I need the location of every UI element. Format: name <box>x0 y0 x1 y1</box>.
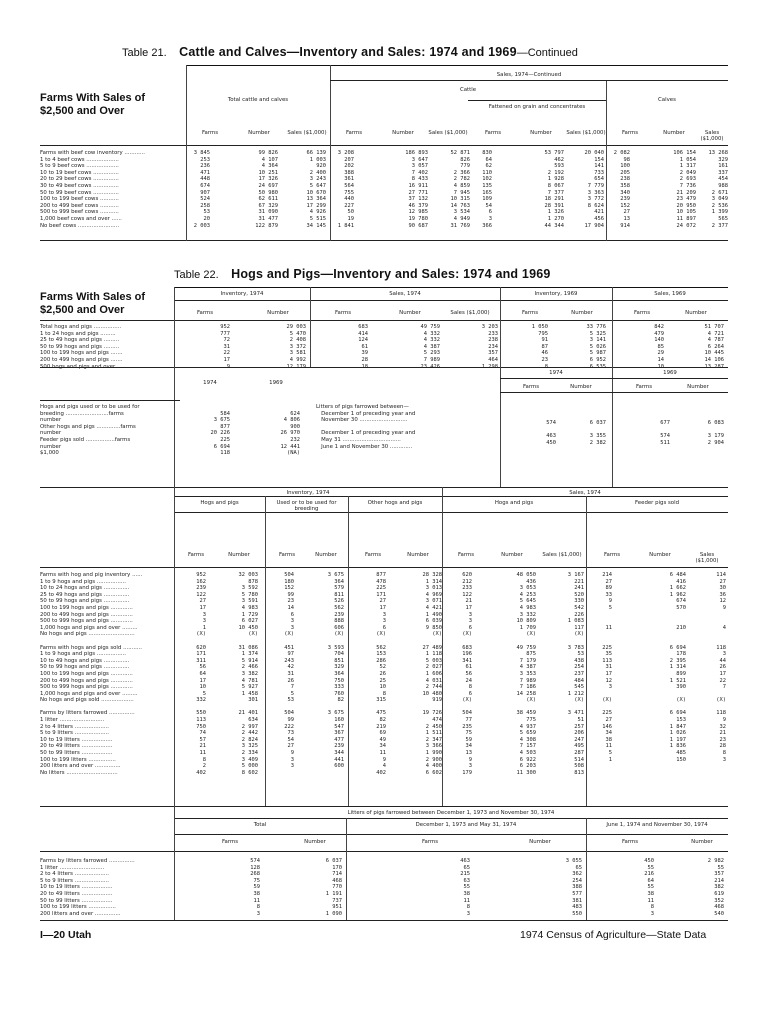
t22-b3-subheader-10: Number <box>649 552 671 558</box>
t22-b4-title: Litters of pigs farrowed between December 1, 1973 and November 30, 1974 <box>347 810 555 816</box>
t22-b4-subheader-1: Number <box>304 839 326 845</box>
t22-b3-subheader-11: Sales ($1,000) <box>695 552 719 564</box>
t21-sales-header: Sales, 1974—Continued <box>496 72 562 78</box>
t22-b3-subheader-5: Number <box>407 552 429 558</box>
t22-b1-header-0: Inventory, 1974 <box>220 291 264 297</box>
t22-b2-header-1969-r: 1969 <box>663 370 677 376</box>
table-21-number: Table 21. <box>122 47 167 59</box>
t21-col-header-11: Sales ($1,000) <box>700 130 724 142</box>
t22-b1-subheader-5: Farms <box>521 310 539 316</box>
t22-b3-data-column-7: 48 050 436 3 053 4 253 5 645 4 983 3 332 10 809 1 709 (X) 49 759 875 7 179 4 387 3 353 7 989 7 186 14 258 (X) 38 459 775 4 937 5 659 4 308 7 157 4 503 6 922 6 203 11 300 <box>516 572 536 776</box>
t21-fattened-header: Fattened on grain and concentrates <box>488 104 586 110</box>
t22-b2-sub-1: Number <box>570 384 592 390</box>
t21-data-column-0: 3 845 253 236 471 448 674 907 524 258 53 20 2 003 <box>193 150 210 229</box>
t22-b3-group-header-0: Hogs and pigs <box>200 500 239 506</box>
t22-b4-data-column-3: 3 055 65 362 254 388 577 381 483 550 <box>565 858 582 917</box>
t22-b4-subheader-0: Farms <box>221 839 239 845</box>
t22-b1-header-2: Inventory, 1969 <box>534 291 578 297</box>
t22-b2-sub-0: Farms <box>522 384 540 390</box>
t21-data-column-10: 106 154 1 054 1 317 2 049 2 693 7 736 21 209 23 479 20 950 10 105 11 897 24 072 <box>673 150 696 229</box>
t22-b4-data-column-5: 2 982 55 357 214 382 619 352 468 540 <box>707 858 724 917</box>
t22-b3-subheader-3: Number <box>315 552 337 558</box>
t22-b4-data-column-0: 574 128 268 75 59 38 11 8 3 <box>250 858 260 917</box>
t21-calves-header: Calves <box>658 97 676 103</box>
t22-b1-subheader-8: Number <box>685 310 707 316</box>
t22-b2-row-labels: Hogs and pigs used or to be used for breeding .........................farms number Other hogs and pigs ..............farms number Feeder pigs sold .................farms number $1,000 <box>40 404 140 457</box>
t22-b3-data-column-6: 620 212 233 122 21 17 3 3 6 (X) 683 196 341 61 56 24 8 6 (X) 504 77 235 75 59 34 13 9 3 179 <box>462 572 472 776</box>
t22-b3-subheader-0: Farms <box>187 552 205 558</box>
t22-b2-header-1974: 1974 <box>203 380 217 386</box>
t21-data-column-8: 20 040 154 141 733 654 7 779 3 363 3 772 8 624 421 456 17 904 <box>584 150 604 229</box>
t22-b3-data-column-3: 3 675 364 579 811 526 562 239 888 606 (X) 3 593 704 851 329 364 750 333 760 82 3 675 160 547 367 477 239 344 441 600 <box>327 572 344 770</box>
t22-b3-group-header-2: Other hogs and pigs <box>367 500 423 506</box>
t22-b2-sub-2: Farms <box>635 384 653 390</box>
t21-col-header-4: Number <box>392 130 414 136</box>
t22-b1-subheader-3: Number <box>399 310 421 316</box>
t22-b1-data-column-4: 3 203 233 238 234 357 464 1 298 <box>481 324 498 370</box>
t22-b3-data-column-0: 952 162 239 122 27 17 3 3 1 (X) 620 171 311 56 64 17 10 5 332 550 113 750 74 57 21 11 8 2 402 <box>196 572 206 776</box>
t21-col-header-6: Farms <box>484 130 502 136</box>
t22-b2-litters-column-2: 677 574 511 <box>660 420 670 446</box>
table-22-number: Table 22. <box>174 269 219 281</box>
t22-b3-data-column-4: 877 478 225 171 27 17 3 3 6 (X) 562 153 286 52 26 25 10 8 315 475 82 219 69 49 34 11 9 4 402 <box>376 572 386 776</box>
t21-data-column-1: 99 826 4 107 4 364 10 251 17 326 24 697 50 980 62 611 67 329 31 090 31 477 122 879 <box>255 150 278 229</box>
t21-col-header-5: Sales ($1,000) <box>428 130 468 136</box>
t22-b4-row-labels: Farms by litters farrowed ............... 1 litter .......................... 2 to 4 litters .................... 5 to 9 litters .................... 10 to 19 litters .................. 20 to 49 litters .................. 50 to 99 litters .................. 100 to 199 litters ................ 200 litters and over ............... <box>40 858 135 917</box>
t21-data-column-4: 186 893 3 647 3 057 7 402 8 433 16 911 27 771 37 132 46 379 12 985 19 780 90 687 <box>405 150 428 229</box>
t22-b4-header-0: Total <box>253 822 267 828</box>
t22-b3-data-column-11: 114 27 30 36 12 9 4 118 3 44 26 17 22 7 (X) 118 9 32 21 23 28 8 3 <box>716 572 726 763</box>
t21-col-header-7: Number <box>530 130 552 136</box>
t21-row-labels: Farms with beef cow inventory ............ 1 to 4 beef cows ................... 5 to 9 beef cows ................... 10 to 19 beef cows ............... 20 to 29 beef cows ............... 30 to 49 beef cows ............... 50 to 99 beef cows ............... 100 to 199 beef cows ........... 200 to 499 beef cows ........... 500 to 999 beef cows ........... 1,000 beef cows and over ...... No beef cows ........................ <box>40 150 145 229</box>
t22-b3-subheader-1: Number <box>228 552 250 558</box>
t22-b4-subheader-2: Farms <box>421 839 439 845</box>
t22-b3-data-column-9: 214 27 89 33 9 5 11 225 35 113 31 17 12 3 (X) 225 27 146 34 38 11 5 1 <box>602 572 612 763</box>
t21-data-column-6: 830 64 62 110 102 135 165 109 54 6 3 366 <box>482 150 492 229</box>
t22-b1-data-column-8: 51 707 4 721 4 787 6 264 10 445 14 106 13 287 <box>704 324 724 370</box>
t21-col-header-10: Number <box>663 130 685 136</box>
t22-b3-data-column-10: 6 484 416 1 662 1 962 674 570 210 6 694 178 2 395 1 314 899 1 521 390 (X) 6 694 153 1 847 1 026 1 197 1 836 485 150 <box>669 572 686 763</box>
t22-b1-data-column-5: 1 050 795 91 87 46 23 8 <box>531 324 548 370</box>
t22-b1-header-1: Sales, 1974 <box>389 291 421 297</box>
t22-b4-data-column-4: 450 55 216 64 55 38 11 8 3 <box>644 858 654 917</box>
t22-b1-data-column-1: 29 003 5 470 2 408 3 372 3 581 4 992 12 179 <box>286 324 306 370</box>
t21-data-column-11: 13 268 329 161 337 454 988 2 671 3 049 2 536 1 399 565 2 377 <box>708 150 728 229</box>
t22-b2-litters-column-0: 574 463 450 <box>546 420 556 446</box>
t22-b1-data-column-0: 952 777 72 31 22 17 9 <box>220 324 230 370</box>
t21-data-column-5: 52 871 826 779 2 366 2 782 4 859 7 945 10 315 14 763 3 534 4 949 31 769 <box>450 150 470 229</box>
t22-b1-row-labels: Total hogs and pigs ................ 1 to 24 hogs and pigs ......... 25 to 49 hogs and pigs ......... 50 to 99 hogs and pigs ......... 100 to 199 hogs and pigs ....... 200 to 499 hogs and pigs ....... 500 hogs and pigs and over ...... <box>40 324 128 370</box>
t22-b2-litters-labels: Litters of pigs farrowed between— December 1 of preceding year and November 30 ............................ December 1 of preceding year and May 31 .................................. June 1 and November 30 ............. <box>316 404 416 450</box>
t21-total-header: Total cattle and calves <box>227 97 289 103</box>
t22-b1-header-3: Sales, 1969 <box>654 291 686 297</box>
t22-b4-subheader-3: Number <box>529 839 551 845</box>
t22-b3-inventory-header: Inventory, 1974 <box>286 490 330 496</box>
table-21-caption <box>122 43 578 61</box>
t22-b3-subheader-8: Sales ($1,000) <box>542 552 582 558</box>
table-22-title: Hogs and Pigs—Inventory and Sales: 1974 and 1969 <box>231 267 551 281</box>
t22-b1-subheader-4: Sales ($1,000) <box>450 310 490 316</box>
table-21-continued: —Continued <box>516 47 578 59</box>
t21-data-column-9: 2 082 98 100 205 238 358 340 239 152 27 13 914 <box>613 150 630 229</box>
t21-data-column-7: 53 797 462 593 2 192 1 928 8 067 7 377 18 291 28 391 1 326 1 270 44 344 <box>544 150 564 229</box>
t22-b1-data-column-3: 49 759 4 332 4 332 4 387 5 293 7 989 23 426 <box>420 324 440 370</box>
t21-col-header-9: Farms <box>621 130 639 136</box>
t22-b1-data-column-7: 842 479 140 85 29 14 10 <box>654 324 664 370</box>
t22-b1-subheader-6: Number <box>571 310 593 316</box>
t21-col-header-1: Number <box>248 130 270 136</box>
t22-b3-group-header-4: Feeder pigs sold <box>635 500 679 506</box>
t21-col-header-2: Sales ($1,000) <box>287 130 327 136</box>
t22-b3-data-column-5: 28 328 1 314 3 013 4 969 3 071 4 421 1 490 6 039 9 850 (X) 27 489 1 118 5 003 2 027 1 606 4 031 2 744 10 480 919 19 726 474 2 450 1 511 2 347 3 366 1 990 2 900 4 400 6 602 <box>422 572 442 776</box>
t22-b3-subheader-4: Farms <box>364 552 382 558</box>
footer-page-number: I—20 Utah <box>40 929 92 941</box>
t22-b3-row-labels: Farms with hog and pig inventory ...... 1 to 9 hogs and pigs ................. 10 to 24 hogs and pigs ............... 25 to 49 hogs and pigs ............... 50 to 99 hogs and pigs ............... 100 to 199 hogs and pigs ............. 200 to 499 hogs and pigs ............. 500 to 999 hogs and pigs ............. 1,000 hogs and pigs and over ......... No hogs and pigs ........................... Farms with hogs and pigs sold ........... 1 to 9 hogs and pigs ................. 10 to 49 hogs and pigs ............... 50 to 99 hogs and pigs ............... 100 to 199 hogs and pigs ............. 200 to 499 hogs and pigs ............. 500 to 999 hogs and pigs ............. 1,000 hogs and pigs and over ......... No hogs and pigs sold ................... Farms by litters farrowed ............... 1 litter .......................... 2 to 4 litters .................... 5 to 9 litters .................... 10 to 19 litters .................. 20 to 49 litters .................. 50 to 99 litters .................. 100 to 199 litters ................ 200 litters and over ............... No litters .............................. <box>40 572 143 776</box>
t22-b1-subheader-0: Farms <box>196 310 214 316</box>
table-21-title: Cattle and Calves—Inventory and Sales: 1974 and 1969 <box>179 45 517 59</box>
t22-b3-data-column-2: 504 180 152 99 23 14 6 3 3 (X) 451 97 243 42 31 26 7 5 53 504 99 222 73 54 27 9 3 3 <box>284 572 294 770</box>
t22-b4-data-column-1: 6 037 170 714 468 770 1 191 737 951 1 090 <box>325 858 342 917</box>
t22-b2-header-1969: 1969 <box>269 380 283 386</box>
table-22-farms-heading: Farms With Sales of $2,500 and Over <box>40 291 146 316</box>
t22-b3-subheader-6: Farms <box>457 552 475 558</box>
t22-b2-1969-values: 624 4 806 900 26 970 232 12 441 (NA) <box>280 410 300 457</box>
t22-b2-1974-values: 584 3 675 877 20 226 225 6 694 118 <box>210 410 230 457</box>
t22-b2-sub-3: Number <box>687 384 709 390</box>
t22-b1-subheader-1: Number <box>267 310 289 316</box>
t22-b3-subheader-2: Farms <box>278 552 296 558</box>
t22-b1-subheader-2: Farms <box>334 310 352 316</box>
t22-b4-header-2: June 1, 1974 and November 30, 1974 <box>606 822 708 828</box>
t22-b1-data-column-2: 683 414 124 61 39 28 18 <box>358 324 368 370</box>
t22-b2-litters-column-3: 6 083 3 179 2 904 <box>707 420 724 446</box>
t22-b4-subheader-4: Farms <box>621 839 639 845</box>
t21-col-header-8: Sales ($1,000) <box>566 130 606 136</box>
t22-b4-header-1: December 1, 1973 and May 31, 1974 <box>415 822 517 828</box>
t21-data-column-3: 3 208 207 202 388 361 564 755 440 227 50 19 1 841 <box>337 150 354 229</box>
t22-b2-header-1974-r: 1974 <box>549 370 563 376</box>
t22-b1-subheader-7: Farms <box>633 310 651 316</box>
t22-b4-subheader-5: Number <box>691 839 713 845</box>
t22-b3-group-header-3: Hogs and pigs <box>494 500 534 506</box>
t21-col-header-0: Farms <box>201 130 219 136</box>
t22-b3-data-column-1: 32 003 878 3 592 5 780 3 591 4 983 1 729 6 027 10 450 (X) 31 086 1 374 5 914 2 466 3 382 4 781 5 927 1 458 301 21 401 634 2 997 2 442 2 824 3 325 2 334 3 409 5 000 8 602 <box>238 572 258 776</box>
t21-data-column-2: 66 139 1 003 920 2 400 3 243 5 647 10 670 13 364 17 299 4 926 5 515 34 145 <box>306 150 326 229</box>
t22-b3-group-header-1: Used or to be used for breeding <box>276 500 337 512</box>
t21-col-header-3: Farms <box>345 130 363 136</box>
t22-b3-subheader-7: Number <box>501 552 523 558</box>
table-22-caption <box>174 265 551 283</box>
table-21-farms-heading: Farms With Sales of $2,500 and Over <box>40 92 146 117</box>
t22-b3-sales-header: Sales, 1974 <box>569 490 601 496</box>
t22-b4-data-column-2: 463 65 215 63 55 38 11 8 3 <box>460 858 470 917</box>
t22-b3-data-column-8: 3 167 221 241 520 330 542 226 1 083 117 (X) 3 783 53 438 254 237 484 545 1 212 (X) 3 471 51 257 206 247 495 287 514 508 813 <box>567 572 584 776</box>
t22-b2-litters-column-1: 6 037 3 355 2 382 <box>589 420 606 446</box>
t22-b1-data-column-6: 33 776 5 325 3 141 5 026 5 987 6 952 6 535 <box>586 324 606 370</box>
t22-b3-subheader-9: Farms <box>603 552 621 558</box>
footer-publication: 1974 Census of Agriculture—State Data <box>520 929 707 941</box>
t21-cattle-header: Cattle <box>459 87 477 93</box>
